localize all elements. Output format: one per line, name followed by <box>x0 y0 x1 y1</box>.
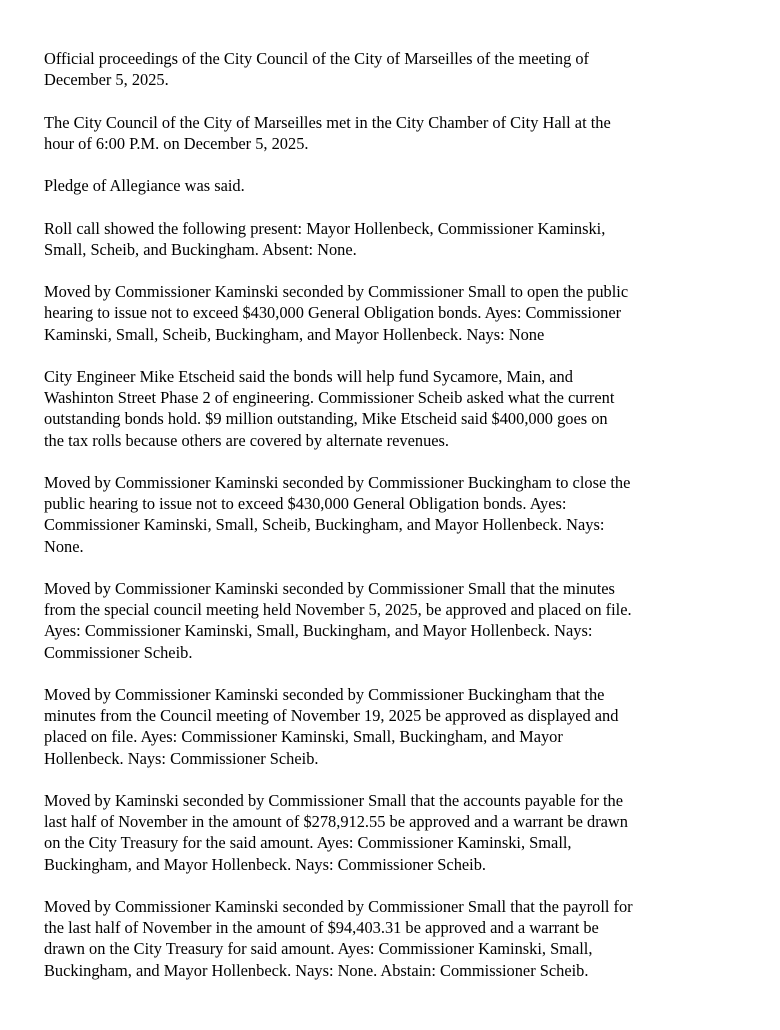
meeting-minutes-document <box>44 48 734 1002</box>
paragraph-pledge: Pledge of Allegiance was said. <box>44 176 245 196</box>
paragraph-special-minutes-motion: Moved by Commissioner Kaminski seconded by Commissioner Small that the minutes from the special council meeting held November 5, 2025, be approved and placed on file. Ayes: Commissioner Kaminski, Small, Buckingham, and Mayor Hollenbeck. Nays: Commissioner Scheib. <box>44 578 632 662</box>
paragraph-meeting-location: The City Council of the City of Marseilles met in the City Chamber of City Hall at the hour of 6:00 P.M. on December 5, 2025. <box>44 112 611 153</box>
paragraph-meeting-header: Official proceedings of the City Council of the City of Marseilles of the meeting of December 5, 2025. <box>44 49 590 90</box>
paragraph-payroll-motion: Moved by Commissioner Kaminski seconded by Commissioner Small that the payroll for the last half of November in the amount of $94,403.31 be approved and a warrant be drawn on the City Treasury for said amount. Ayes: Commissioner Kaminski, Small, Buckingham, and Mayor Hollenbeck. Nays: None. Abstain: Commissioner Scheib. <box>44 896 633 980</box>
paragraph-open-hearing-motion: Moved by Commissioner Kaminski seconded by Commissioner Small to open the public hearing to issue not to exceed $430,000 General Obligation bonds. Ayes: Commissioner Kaminski, Small, Scheib, Buckingham, and Mayor Hollenbeck. Nays: None <box>44 282 629 344</box>
paragraph-accounts-payable-motion: Moved by Kaminski seconded by Commissioner Small that the accounts payable for the last half of November in the amount of $278,912.55 be approved and a warrant be drawn on the City Treasury for the said amount. Ayes: Commissioner Kaminski, Small, Buckingham, and Mayor Hollenbeck. Nays: Commissioner Scheib. <box>44 790 628 874</box>
paragraph-close-hearing-motion: Moved by Commissioner Kaminski seconded by Commissioner Buckingham to close the public hearing to issue not to exceed $430,000 General Obligation bonds. Ayes: Commissioner Kaminski, Small, Scheib, Buckingham, and Mayor Hollenbeck. Nays: None. <box>44 472 631 556</box>
paragraph-engineer-remarks: City Engineer Mike Etscheid said the bonds will help fund Sycamore, Main, and Washinton Street Phase 2 of engineering. Commissioner Scheib asked what the current outstanding bonds hold. $9 million outstanding, Mike Etscheid said $400,000 goes on the tax rolls because others are covered by alternate revenues. <box>44 366 615 450</box>
paragraph-council-minutes-motion: Moved by Commissioner Kaminski seconded by Commissioner Buckingham that the minutes from the Council meeting of November 19, 2025 be approved as displayed and placed on file. Ayes: Commissioner Kaminski, Small, Buckingham, and Mayor Hollenbeck. Nays: Commissioner Scheib. <box>44 684 619 768</box>
paragraph-roll-call: Roll call showed the following present: Mayor Hollenbeck, Commissioner Kaminski, Small, Scheib, and Buckingham. Absent: None. <box>44 218 606 259</box>
